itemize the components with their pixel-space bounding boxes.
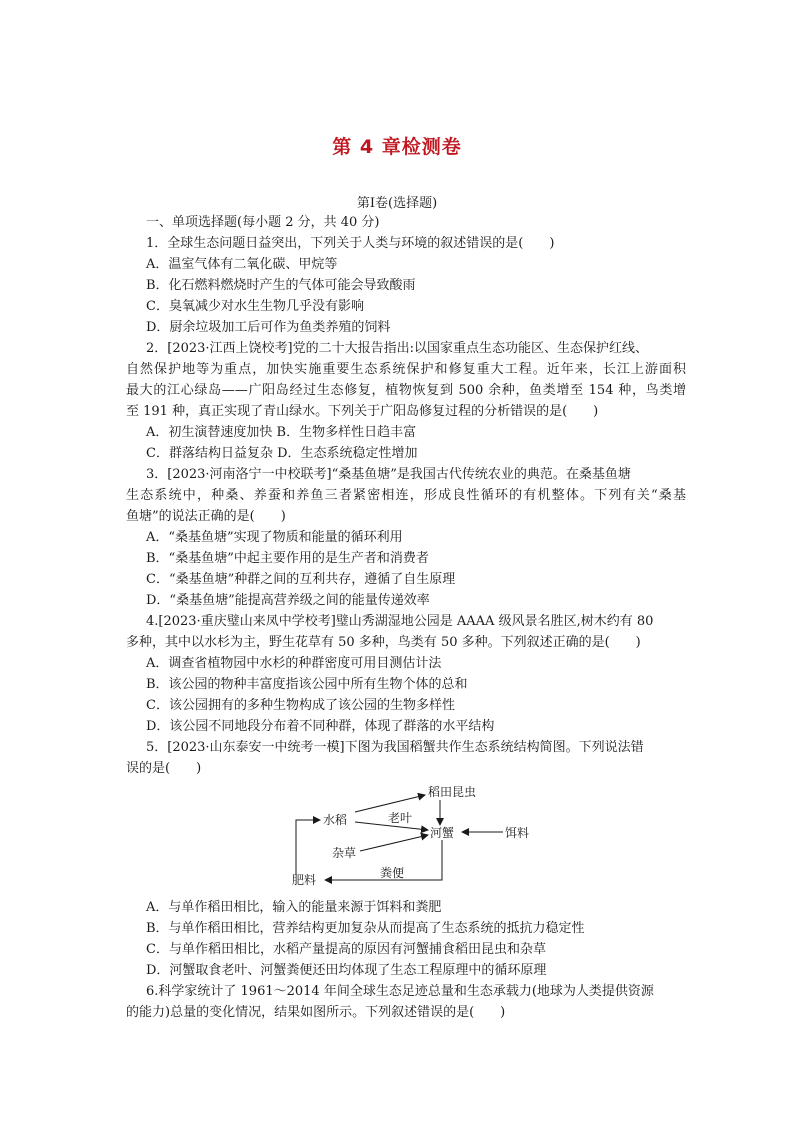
q5-option-a: A．与单作稻田相比，输入的能量来源于饵料和粪肥 <box>146 900 442 915</box>
q5-option-c: C．与单作稻田相比，水稻产量提高的原因有河蟹捕食稻田昆虫和杂草 <box>146 942 546 957</box>
q3-option-c: C．“桑基鱼塘”种群之间的互利共存，遵循了自生原理 <box>146 572 456 587</box>
q5-option-b: B．与单作稻田相比，营养结构更加复杂从而提高了生态系统的抵抗力稳定性 <box>146 921 585 936</box>
q5-stem-line2: 误的是( ) <box>126 761 202 776</box>
q6-stem-line1: 6.科学家统计了 1961～2014 年间全球生态足迹总量和生态承载力(地球为人类提供资源 <box>146 984 654 999</box>
q4-stem-line1: 4.[2023·重庆璧山来凤中学校考]璧山秀湖湿地公园是 AAAA 级风景名胜区,树木约有 80 <box>146 614 654 629</box>
q3-stem-line1: 3．[2023·河南洛宁一中校联考]“桑基鱼塘”是我国古代传统农业的典范。在桑基鱼塘 <box>146 467 631 482</box>
section-heading: 一、单项选择题(每小题 2 分，共 40 分) <box>146 215 380 230</box>
q1-stem: 1．全球生态问题日益突出，下列关于人类与环境的叙述错误的是( ) <box>146 236 555 251</box>
q5-stem-line1: 5．[2023·山东泰安一中统考一模]下图为我国稻蟹共作生态系统结构简图。下列说法错 <box>146 740 644 755</box>
q2-stem-line4: 至 191 种，真正实现了青山绿水。下列关于广阳岛修复过程的分析错误的是( ) <box>126 404 599 419</box>
q2-options-cd: C．群落结构日益复杂 D．生态系统稳定性增加 <box>146 446 418 461</box>
q3-option-b: B．“桑基鱼塘”中起主要作用的是生产者和消费者 <box>146 551 429 566</box>
q1-option-b: B．化石燃料燃烧时产生的气体可能会导致酸雨 <box>146 278 416 293</box>
node-crab: 河蟹 <box>430 826 455 840</box>
arrow-rice-to-insect <box>355 795 425 812</box>
arrow-weed-to-crab <box>360 835 428 851</box>
page-title: 第 4 章检测卷 <box>332 136 462 158</box>
q3-option-a: A．“桑基鱼塘”实现了物质和能量的循环利用 <box>146 530 403 545</box>
q1-option-a: A．温室气体有二氧化碳、甲烷等 <box>146 257 338 272</box>
q4-stem-line2: 多种，其中以水杉为主，野生花草有 50 多种，鸟类有 50 多种。下列叙述正确的是( ) <box>126 635 641 650</box>
q2-stem-line2: 自然保护地等为重点，加快实施重要生态系统保护和修复重大工程。近年来，长江上游面积 <box>126 362 686 377</box>
node-feed: 饵料 <box>505 826 530 840</box>
node-insect: 稻田昆虫 <box>428 785 477 799</box>
node-weed: 杂草 <box>332 846 357 860</box>
q3-stem-line3: 鱼塘”的说法正确的是( ) <box>126 509 286 524</box>
label-manure: 粪便 <box>380 866 405 880</box>
q4-option-a: A．调查省植物园中水杉的种群密度可用目测估计法 <box>146 656 442 671</box>
q4-option-c: C．该公园拥有的多种生物构成了该公园的生物多样性 <box>146 698 455 713</box>
q6-stem-line2: 的能力)总量的变化情况，结果如图所示。下列叙述错误的是( ) <box>126 1005 506 1020</box>
q2-stem-line1: 2．[2023·江西上饶校考]党的二十大报告指出:以国家重点生态功能区、生态保护红线、 <box>146 341 649 356</box>
q4-option-b: B．该公园的物种丰富度指该公园中所有生物个体的总和 <box>146 677 468 692</box>
q2-stem-line3: 最大的江心绿岛——广阳岛经过生态修复，植物恢复到 500 余种，鱼类增至 154 种，鸟类增 <box>126 383 686 398</box>
q4-option-d: D．该公园不同地段分布着不同种群，体现了群落的水平结构 <box>146 719 495 734</box>
q1-option-d: D．厨余垃圾加工后可作为鱼类养殖的饲料 <box>146 320 391 335</box>
arrow-fertilizer-to-rice <box>296 820 320 875</box>
q3-option-d: D．“桑基鱼塘”能提高营养级之间的能量传递效率 <box>146 593 430 608</box>
node-fertilizer: 肥料 <box>292 873 317 887</box>
q2-options-ab: A．初生演替速度加快 B．生物多样性日趋丰富 <box>146 425 417 440</box>
section-subtitle: 第Ⅰ卷(选择题) <box>356 196 438 211</box>
label-old-leaf: 老叶 <box>388 811 413 825</box>
q3-stem-line2: 生态系统中，种桑、养蚕和养鱼三者紧密相连，形成良性循环的有机整体。下列有关“桑基 <box>126 488 686 503</box>
q5-option-d: D．河蟹取食老叶、河蟹粪便还田均体现了生态工程原理中的循环原理 <box>146 963 547 978</box>
q1-option-c: C．臭氧减少对水生生物几乎没有影响 <box>146 299 364 314</box>
node-rice: 水稻 <box>323 813 348 827</box>
